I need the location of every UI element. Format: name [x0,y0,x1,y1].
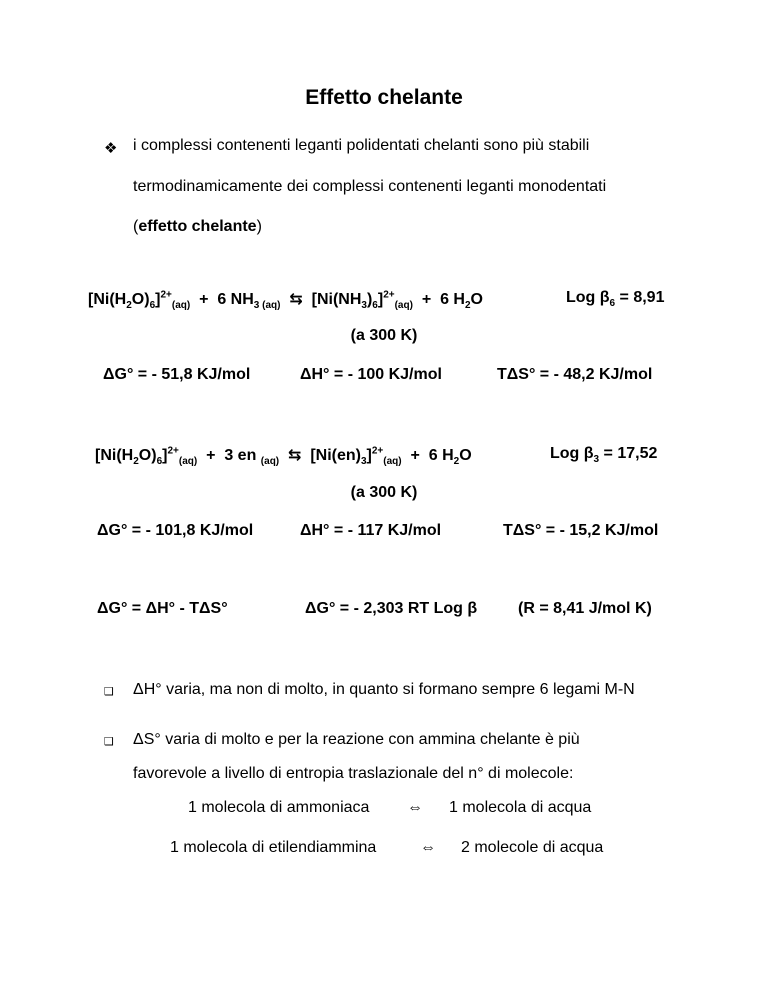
square-bullet-icon: ❑ [104,686,114,698]
reaction2-equation: $[Ni(H_2O)_6]^{2+}_{(aq)} + 3$ en $_{(aq)}$ ⇆ $[Ni(en)_3]^{2+}_{(aq)} + 6$ $H_2O$ [95,445,472,468]
reaction2-dG: ΔG° = - 101,8 KJ/mol [97,522,254,539]
gas-constant: (R = 8,41 J/mol K) [518,600,652,617]
reaction2-logbeta: Log $\beta_3 = 17,52$ [550,445,658,466]
intro-line-2: termodinamicamente dei complessi contenenti leganti monodentati [133,178,607,195]
reaction1-dH: ΔH° = - 100 KJ/mol [300,366,442,383]
double-arrow-icon: ⇔ [420,839,436,856]
intro-paren-open: ( [133,218,139,235]
gibbs-relation: ΔG° = ΔH° - TΔS° [97,600,228,617]
reaction1-logbeta: Log $\beta_6 = 8,91$ [566,289,665,310]
equivalence-en-left: 1 molecola di etilendiammina [170,839,377,856]
reaction1-temperature: (a 300 K) [350,327,418,344]
intro-line-3 [133,218,262,236]
equivalence-ammonia-right: 1 molecola di acqua [449,799,592,816]
point-entropy-line-2: favorevole a livello di entropia traslazionale del n° di molecole: [133,765,574,782]
reaction1-dG: ΔG° = - 51,8 KJ/mol [103,366,251,383]
intro-line-1: i complessi contenenti leganti polidentati chelanti sono più stabili [133,137,590,154]
square-bullet-icon: ❑ [104,736,114,748]
diamond-bullet-icon: ❖ [104,140,118,157]
intro-bold-term: effetto chelante [138,218,257,235]
reaction2-temperature: (a 300 K) [350,484,418,501]
point-entropy-line-1: ΔS° varia di molto e per la reazione con ammina chelante è più [133,731,580,748]
logbeta-relation: ΔG° = - 2,303 RT Log β [305,600,478,617]
intro-paren-close: ) [256,218,262,235]
equivalence-ammonia-left: 1 molecola di ammoniaca [188,799,370,816]
double-arrow-icon: ⇔ [407,799,423,816]
reaction2-TdS: TΔS° = - 15,2 KJ/mol [503,522,659,539]
page-title: Effetto chelante [305,86,463,109]
equivalence-en-right: 2 molecole di acqua [461,839,604,856]
point-enthalpy: ΔH° varia, ma non di molto, in quanto si formano sempre 6 legami M-N [133,681,635,698]
reaction1-TdS: TΔS° = - 48,2 KJ/mol [497,366,653,383]
reaction1-equation: $[Ni(H_2O)_6]^{2+}_{(aq)} + 6$ $NH_{3 (aq)}$ ⇆ $[Ni(NH_3)_6]^{2+}_{(aq)} + 6$ $H_2O$ [88,289,483,312]
reaction2-dH: ΔH° = - 117 KJ/mol [300,522,442,539]
